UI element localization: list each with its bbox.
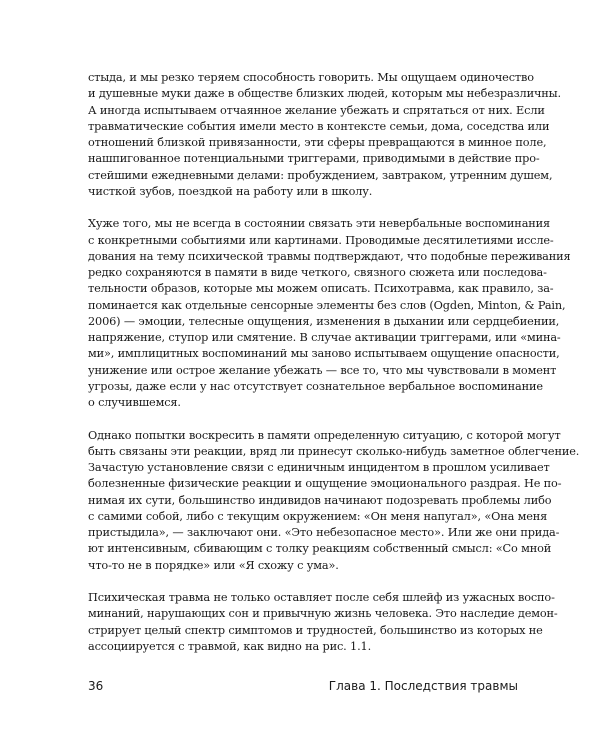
text-line: быть связаны эти реакции, вряд ли принесут сколько-нибудь заметное облегчение. [88,444,580,458]
text-line: Однако попытки воскресить в памяти определенную ситуацию, с которой могут [88,428,561,442]
text-line: ют интенсивным, сбивающим с толку реакциям собственный смысл: «Со мной [88,542,552,556]
text-line: ми», имплицитных воспоминаний мы заново испытываем ощущение опасности, [88,347,560,361]
text-line: А иногда испытываем отчаянное желание убежать и спрятаться от них. Если [88,103,545,117]
text-line: угрозы, даже если у нас отсутствует сознательное вербальное воспоминание [88,379,543,393]
text-line: дования на тему психической травмы подтверждают, что подобные переживания [88,249,571,263]
page-number: 36 [88,679,104,693]
paragraph [88,590,558,655]
text-line: ассоциируется с травмой, как видно на рис. 1.1. [88,639,372,653]
paragraph [88,216,571,411]
text-line: о случившемся. [88,396,181,409]
paragraph [88,428,580,574]
text-line: поминается как отдельные сенсорные элементы без слов (Ogden, Minton, & Pain, [88,298,566,312]
paragraph [88,70,561,200]
text-line: Психическая травма не только оставляет после себя шлейф из ужасных воспо- [88,591,555,604]
body-text [88,70,580,671]
text-line: болезненные физические реакции и ощущение эмоционального раздрая. Не по- [88,477,562,491]
text-line: тельности образов, которые мы можем описать. Психотравма, как правило, за- [88,282,554,296]
text-line: напряжение, ступор или смятение. В случае активации триггерами, или «мина- [88,331,561,344]
text-line: нимая их сути, большинство индивидов начинают подозревать проблемы либо [88,493,552,507]
text-line: Зачастую установление связи с единичным инцидентом в прошлом усиливает [88,461,550,474]
text-line: с самими собой, либо с текущим окружением: «Он меня напугал», «Она меня [88,509,548,523]
text-line: стыда, и мы резко теряем способность говорить. Мы ощущаем одиночество [88,71,534,84]
text-line: нашпигованное потенциальными триггерами, приводимыми в действие про- [88,152,540,166]
text-line: что-то не в порядке» или «Я схожу с ума». [88,558,339,572]
text-line: и душевные муки даже в обществе близких людей, которым мы небезразличны. [88,87,561,101]
text-line: унижение или острое желание убежать — все то, что мы чувствовали в момент [88,363,557,377]
text-line: Хуже того, мы не всегда в состоянии связать эти невербальные воспоминания [88,217,551,231]
text-line: 2006) — эмоции, телесные ощущения, изменения в дыхании или сердцебиении, [88,314,560,328]
text-line: минаний, нарушающих сон и привычную жизнь человека. Это наследие демон- [88,607,558,621]
text-line: с конкретными событиями или картинами. Проводимые десятилетиями иссле- [88,233,554,247]
text-line: травматические события имели место в контексте семьи, дома, соседства или [88,119,550,133]
text-line: стейшими ежедневными делами: пробуждением, завтраком, утренним душем, [88,168,553,182]
text-line: пристыдила», — заключают они. «Это небезопасное место». Или же они прида- [88,526,560,539]
running-title: Глава 1. Последствия травмы [328,679,518,693]
text-line: чисткой зубов, поездкой на работу или в школу. [88,184,373,198]
text-line: стрирует целый спектр симптомов и трудностей, большинство из которых не [88,623,543,637]
text-line: редко сохраняются в памяти в виде четкого, связного сюжета или последова- [88,266,547,279]
text-line: отношений близкой привязанности, эти сферы превращаются в минное поле, [88,136,547,149]
